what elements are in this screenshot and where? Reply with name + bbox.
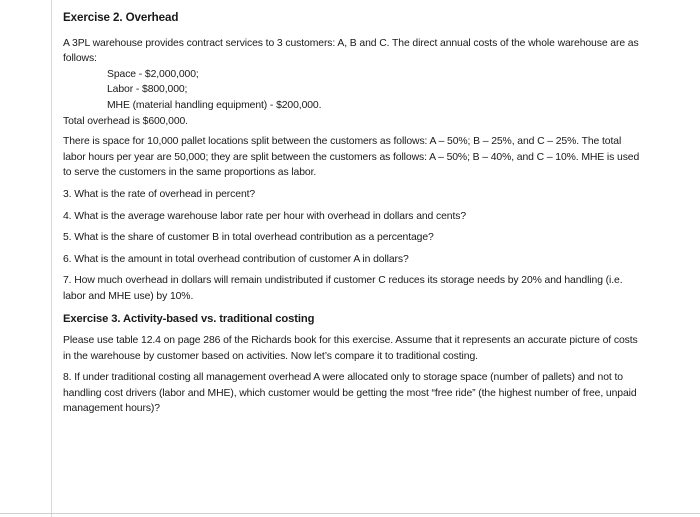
exercise-3-intro: Please use table 12.4 on page 286 of the Richards book for this exercise. Assume that it represents an accurate picture of costs in the warehouse by customer based on activities. Now let’s compare it to traditional costing. [63,335,638,362]
question-8: 8. If under traditional costing all management overhead A were allocated only to storage space (number of pallets) and not to handling cost drivers (labor and MHE), which customer would be getting the most “free ride” (the highest number of free, unpaid management hours)? [63,372,637,415]
left-margin-line [51,0,52,517]
cost-item-labor: Labor - $800,000; [107,84,188,96]
question-7: 7. How much overhead in dollars will remain undistributed if customer C reduces its storage needs by 20% and handling (i.e. labor and MHE use) by 10%. [63,275,623,302]
question-4: 4. What is the average warehouse labor rate per hour with overhead in dollars and cents? [63,210,467,222]
exercise-3-title: Exercise 3. Activity-based vs. traditional costing [63,312,315,325]
exercise-2-intro: A 3PL warehouse provides contract services to 3 customers: A, B and C. The direct annual costs of the whole warehouse are as follows: [63,37,639,65]
exercise-2-title: Exercise 2. Overhead [63,11,179,24]
total-overhead: Total overhead is $600,000. [63,115,188,127]
question-6: 6. What is the amount in total overhead contribution of customer A in dollars? [63,253,409,265]
question-3: 3. What is the rate of overhead in percent? [63,188,256,200]
allocation-description: There is space for 10,000 pallet locations split between the customers as follows: A – 50%; B – 25%, and C – 25%. The total labor hours per year are 50,000; they are split between the customers as follows: A – 50%; B – 40%, and C – 10%. MHE is used to serve the customers in the same proportions as labor. [63,136,640,179]
cost-list [63,67,643,114]
cost-item-space: Space - $2,000,000; [107,68,199,80]
document-content [63,10,643,417]
bottom-edge-line [0,513,700,514]
cost-item-mhe: MHE (material handling equipment) - $200,000. [107,99,322,111]
question-5: 5. What is the share of customer B in total overhead contribution as a percentage? [63,232,434,244]
